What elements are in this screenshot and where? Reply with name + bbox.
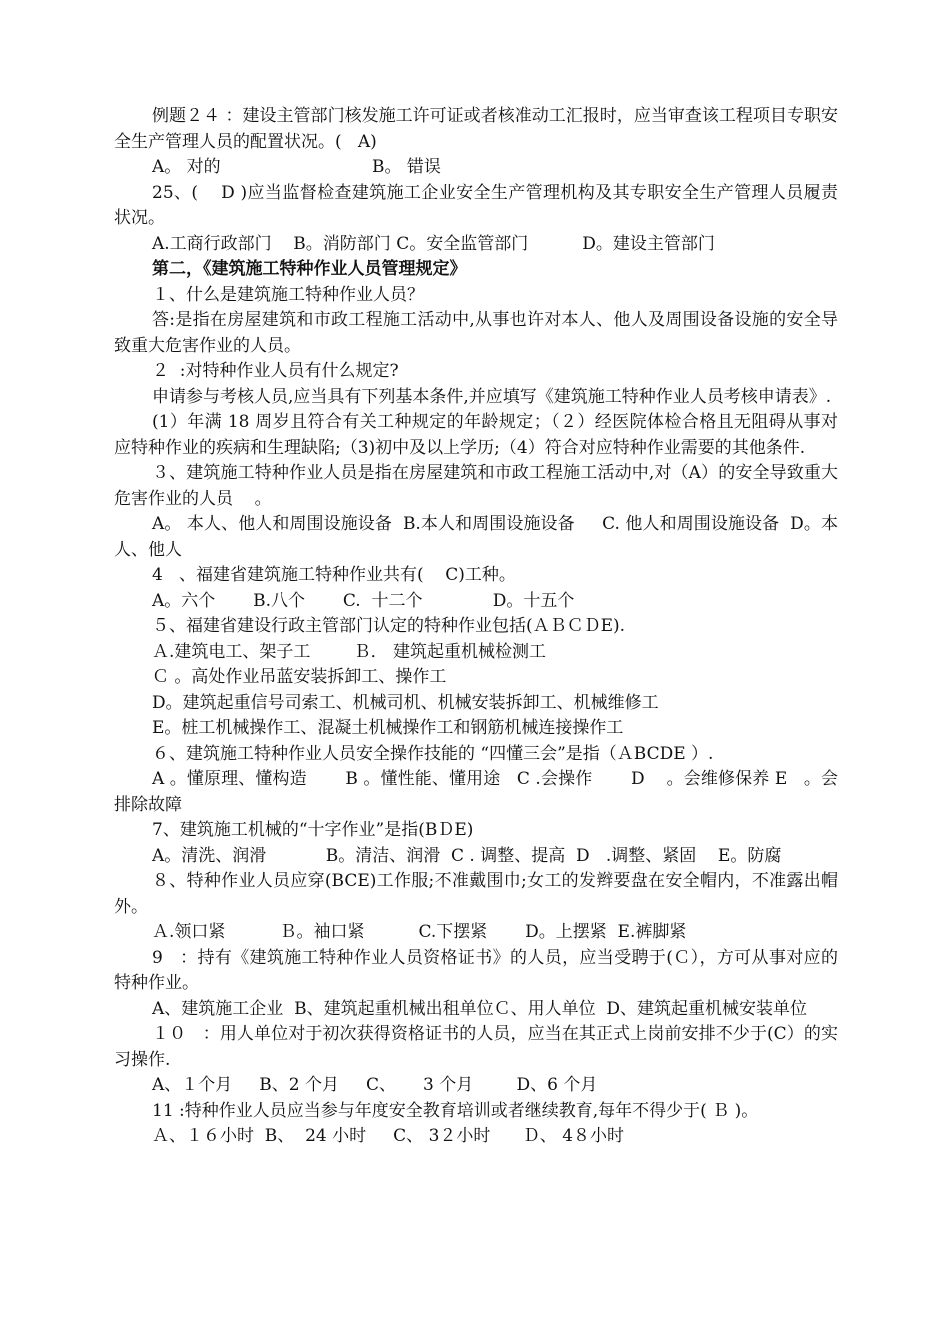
faq-2-question: ２ :对特种作业人员有什么规定? — [152, 361, 399, 381]
question-24-options: A。 对的 B。 错误 — [152, 157, 441, 177]
faq-1-answer: 答:是指在房屋建筑和市政工程施工活动中,从事也许对本人、他人及周围设备设施的安全导致重大危害作业的人员。 — [114, 310, 838, 356]
question-11: 11 :特种作业人员应当参与年度安全教育培训或者继续教育,每年不得少于( Ｂ )。 — [152, 1100, 759, 1121]
question-5: ５、福建省建设行政主管部门认定的特种作业包括(ＡＢＣＤE). — [152, 616, 626, 636]
faq-2-conditions: (1）年满 18 周岁且符合有关工种规定的年龄规定；（２）经医院体检合格且无阻碍从事对应特种作业的疾病和生理缺陷;（3)初中及以上学历;（4）符合对应特种作业需要的其他条件. — [114, 412, 838, 458]
question-6-options: A 。懂原理、懂构造 B 。懂性能、懂用途 C .会操作 D 。会维修保养 E 。会排除故障 — [114, 769, 838, 815]
question-8-options: Ａ.领口紧 Ｂ。袖口紧 C.下摆紧 D。上摆紧 E.裤脚紧 — [152, 922, 687, 942]
question-11-options: Ａ、１６小时 B、 24 小时 C、 3２小时 Ｄ、 4８小时 — [152, 1126, 625, 1146]
question-3-options: A。 本人、他人和周围设施设备 B.本人和周围设施设备 C. 他人和周围设施设备 D。本人、他人 — [114, 514, 838, 560]
question-25-options: A.工商行政部门 B。消防部门 C。安全监管部门 D。建设主管部门 — [152, 233, 715, 254]
question-4-options: A。六个 B.八个 C. 十二个 D。十五个 — [152, 590, 575, 611]
question-5-option-c: Ｃ 。高处作业吊蓝安装拆卸工、操作工 — [152, 667, 447, 687]
question-7: 7、建筑施工机械的“十字作业”是指(BＤE) — [152, 820, 474, 840]
question-9: 9 ：持有《建筑施工特种作业人员资格证书》的人员，应当受聘于(Ｃ），方可从事对应的特种作业。 — [114, 947, 838, 993]
question-7-options: A。清洗、润滑 B。清洁、润滑 C . 调整、提高 D .调整、紧固 E。防腐 — [152, 845, 782, 866]
section-heading: 第二，《建筑施工特种作业人员管理规定》 — [152, 259, 467, 279]
question-8: ８、特种作业人员应穿(BCE)工作服;不准戴围巾;女工的发辫要盘在安全帽内，不准露出帽外。 — [114, 871, 838, 917]
question-9-options: A、建筑施工企业 B、建筑起重机械出租单位Ｃ、用人单位 D、建筑起重机械安装单位 — [152, 998, 808, 1019]
faq-2-answer: 申请参与考核人员,应当具有下列基本条件,并应填写《建筑施工特种作业人员考核申请表》. — [152, 386, 832, 407]
question-5-option-d: D。建筑起重信号司索工、机械司机、机械安装拆卸工、机械维修工 — [152, 692, 659, 713]
question-10-options: A、１个月 B、2 个月 C、 3 个月 D、6 个月 — [152, 1075, 598, 1095]
question-5-option-e: E。桩工机械操作工、混凝土机械操作工和钢筋机械连接操作工 — [152, 718, 624, 738]
question-10: １０ ：用人单位对于初次获得资格证书的人员，应当在其正式上岗前安排不少于(C）的实习操作. — [114, 1024, 838, 1070]
question-4: 4 、福建省建筑施工特种作业共有( C)工种。 — [152, 565, 516, 585]
question-6: ６、建筑施工特种作业人员安全操作技能的 “四懂三会”是指（ＡBCDE ）. — [152, 743, 714, 764]
question-5-option-ab: Ａ.建筑电工、架子工 Ｂ． 建筑起重机械检测工 — [152, 641, 547, 662]
question-24: 例题２４ ：建设主管部门核发施工许可证或者核准动工汇报时，应当审查该工程项目专职安全生产管理人员的配置状况。( A) — [114, 106, 838, 152]
faq-1-question: １、什么是建筑施工特种作业人员？ — [152, 284, 424, 305]
document-body — [114, 104, 838, 1150]
question-25: 25、( D )应当监督检查建筑施工企业安全生产管理机构及其专职安全生产管理人员履责状况。 — [114, 182, 838, 228]
question-3: ３、建筑施工特种作业人员是指在房屋建筑和市政工程施工活动中,对（A）的安全导致重大危害作业的人员 。 — [114, 463, 838, 509]
